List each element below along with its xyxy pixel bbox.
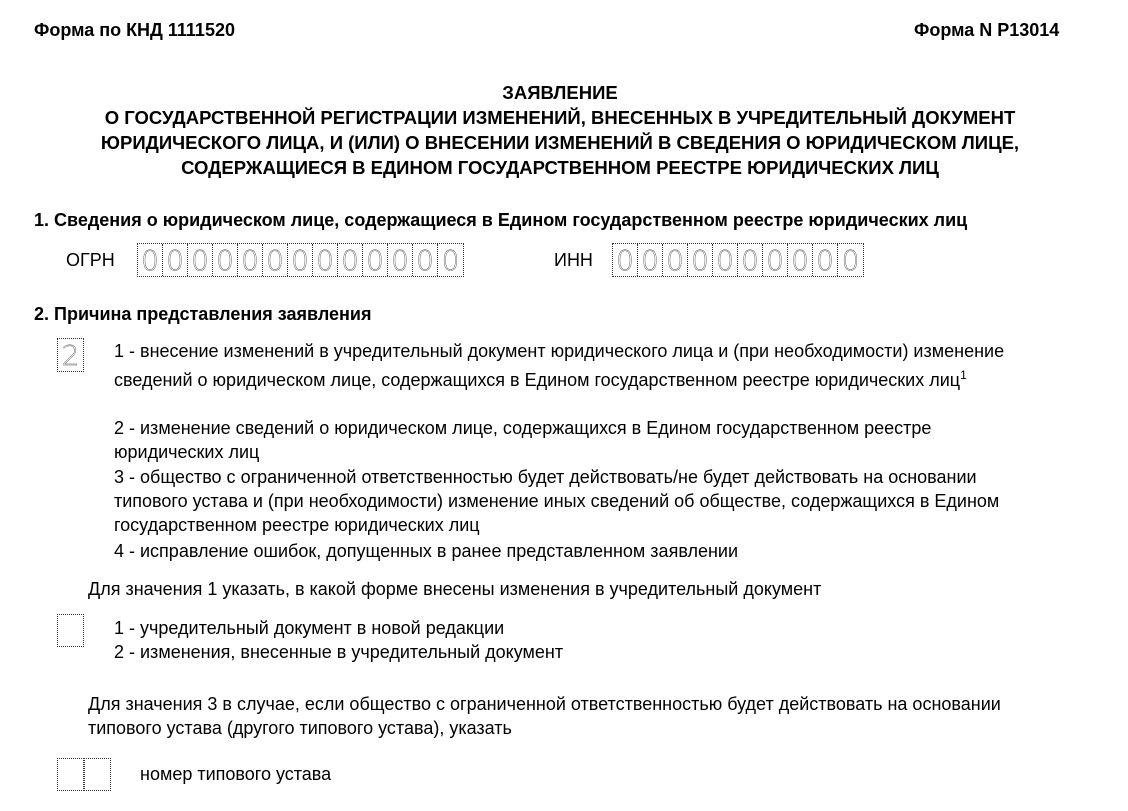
- document-title: [0, 80, 1120, 180]
- ogrn-cell[interactable]: [438, 244, 463, 276]
- inn-cell[interactable]: [813, 244, 838, 276]
- ogrn-cell[interactable]: [388, 244, 413, 276]
- charter-number-label: номер типового устава: [140, 764, 332, 784]
- section-1-heading: 1. Сведения о юридическом лице, содержащиеся в Едином государственном реестре юридических лиц: [34, 210, 968, 230]
- inn-cell[interactable]: [763, 244, 788, 276]
- option-3-line-3: государственном реестре юридических лиц: [114, 515, 480, 535]
- ogrn-cell[interactable]: [213, 244, 238, 276]
- ogrn-digit: 0: [241, 243, 259, 277]
- ogrn-digit: 0: [391, 243, 409, 277]
- ogrn-digit: 0: [416, 243, 434, 277]
- ogrn-digit: 0: [166, 243, 184, 277]
- inn-cell[interactable]: [738, 244, 763, 276]
- option-1-line-2: [114, 363, 1004, 392]
- change-form-field[interactable]: [57, 614, 84, 647]
- ogrn-digit: 0: [266, 243, 284, 277]
- inn-digit: 0: [816, 243, 834, 277]
- value-1-instruction: Для значения 1 указать, в какой форме внесены изменения в учредительный документ: [88, 579, 822, 599]
- option-1-line-1: 1 - внесение изменений в учредительный документ юридического лица и (при необходимости) изменение: [114, 341, 1005, 361]
- change-form-option-2: 2 - изменения, внесенные в учредительный документ: [114, 642, 564, 662]
- option-1: [114, 339, 1004, 392]
- form-code-left: Форма по КНД 1111520: [34, 20, 235, 40]
- ogrn-digit: 0: [366, 243, 384, 277]
- ogrn-digit: 0: [191, 243, 209, 277]
- option-2: [114, 416, 931, 464]
- option-4: 4 - исправление ошибок, допущенных в ранее представленном заявлении: [114, 541, 739, 561]
- value-3-instruction: [88, 692, 1001, 740]
- option-3: [114, 465, 999, 537]
- ogrn-cell[interactable]: [263, 244, 288, 276]
- inn-digit: 0: [841, 243, 860, 277]
- charter-number-cell-2[interactable]: [84, 758, 111, 791]
- ogrn-cell[interactable]: [313, 244, 338, 276]
- ogrn-digit: 0: [316, 243, 334, 277]
- inn-digit: 0: [616, 243, 634, 277]
- change-form-option-1: 1 - учредительный документ в новой редакции: [114, 618, 505, 638]
- inn-cell[interactable]: [663, 244, 688, 276]
- reason-cell[interactable]: [58, 339, 83, 371]
- ogrn-digit: 0: [216, 243, 234, 277]
- option-2-line-1: 2 - изменение сведений о юридическом лице, содержащихся в Едином государственном реестре: [114, 418, 932, 438]
- inn-cell[interactable]: [838, 244, 863, 276]
- ogrn-cell[interactable]: [188, 244, 213, 276]
- inn-digit: 0: [691, 243, 709, 277]
- ogrn-cell[interactable]: [363, 244, 388, 276]
- value-3-instruction-line-1: Для значения 3 в случае, если общество с ограниченной ответственностью будет действовать на основании: [88, 694, 1001, 714]
- option-3-line-1: 3 - общество с ограниченной ответственностью будет действовать/не будет действовать на основании: [114, 467, 977, 487]
- ogrn-digit: 0: [341, 243, 359, 277]
- inn-digit: 0: [766, 243, 784, 277]
- title-line-4: СОДЕРЖАЩИЕСЯ В ЕДИНОМ ГОСУДАРСТВЕННОМ РЕЕСТРЕ ЮРИДИЧЕСКИХ ЛИЦ: [181, 157, 939, 178]
- ogrn-digit: 0: [441, 243, 460, 277]
- ogrn-cell[interactable]: [163, 244, 188, 276]
- inn-cell[interactable]: [688, 244, 713, 276]
- inn-cell[interactable]: [613, 244, 638, 276]
- title-line-2: О ГОСУДАРСТВЕННОЙ РЕГИСТРАЦИИ ИЗМЕНЕНИЙ, ВНЕСЕННЫХ В УЧРЕДИТЕЛЬНЫЙ ДОКУМЕНТ: [104, 107, 1016, 128]
- inn-digit: 0: [666, 243, 684, 277]
- inn-digit: 0: [741, 243, 759, 277]
- inn-field[interactable]: [612, 243, 864, 277]
- inn-label: ИНН: [554, 250, 593, 270]
- reason-field[interactable]: [57, 338, 84, 372]
- inn-digit: 0: [716, 243, 734, 277]
- form-code-right: Форма N Р13014: [914, 20, 1060, 40]
- change-form-options: [114, 616, 563, 664]
- ogrn-field[interactable]: [137, 243, 464, 277]
- value-3-instruction-line-2: типового устава (другого типового устава), указать: [88, 718, 512, 738]
- footnote-marker: 1: [960, 368, 967, 382]
- title-line-1: ЗАЯВЛЕНИЕ: [502, 82, 618, 103]
- ogrn-cell[interactable]: [413, 244, 438, 276]
- inn-digit: 0: [641, 243, 659, 277]
- charter-number-cell-1[interactable]: [57, 758, 84, 791]
- option-3-line-2: типового устава и (при необходимости) изменение иных сведений об обществе, содержащихся в Едином: [114, 491, 1000, 511]
- ogrn-cell[interactable]: [288, 244, 313, 276]
- option-1-line-2-text: сведений о юридическом лице, содержащихся в Едином государственном реестре юридических лиц: [114, 370, 961, 390]
- inn-cell[interactable]: [788, 244, 813, 276]
- inn-cell[interactable]: [638, 244, 663, 276]
- ogrn-digit: 0: [291, 243, 309, 277]
- ogrn-cell[interactable]: [338, 244, 363, 276]
- ogrn-cell[interactable]: [138, 244, 163, 276]
- inn-cell[interactable]: [713, 244, 738, 276]
- ogrn-cell[interactable]: [238, 244, 263, 276]
- inn-digit: 0: [791, 243, 809, 277]
- reason-value: 2: [61, 338, 80, 372]
- ogrn-label: ОГРН: [66, 250, 115, 270]
- section-2-heading: 2. Причина представления заявления: [34, 304, 372, 324]
- option-2-line-2: юридических лиц: [114, 442, 260, 462]
- title-line-3: ЮРИДИЧЕСКОГО ЛИЦА, И (ИЛИ) О ВНЕСЕНИИ ИЗМЕНЕНИЙ В СВЕДЕНИЯ О ЮРИДИЧЕСКОМ ЛИЦЕ,: [100, 132, 1020, 153]
- ogrn-digit: 0: [141, 243, 159, 277]
